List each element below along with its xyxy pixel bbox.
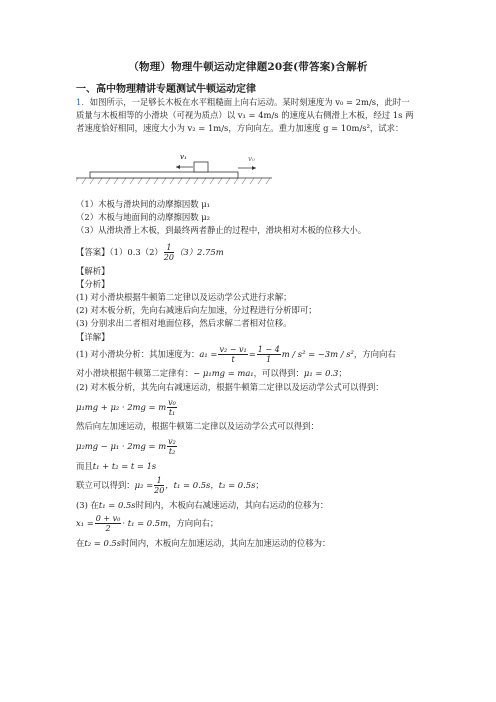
v0-label: v₀ [248,155,255,163]
wooden-board [90,172,238,178]
ground-hatching [76,178,270,184]
question-1: （1）木板与滑块间的动摩擦因数 μ₁ [76,199,211,209]
detail-step-1: (1) 对小滑块分析：其加速度为：a₁ = $\frac{\text{v₂ − v₁}}{t}$ = $\frac{1 - 4}{1}$ m / s² = −3m / s²，方向向右 [76,345,396,364]
detail-label: 【详解】 [76,332,110,342]
detail-step-4: 然后向左加速运动，根据牛顿第二定律以及运动学公式可以得到： [76,421,319,431]
fenxi-label: 【分析】 [76,279,110,289]
problem-number: 1． [76,97,90,107]
answer-line [76,241,224,263]
equation-3: x₁ = $\frac{\text{0 + v₀}}{2}$ · t₁ = 0.5m，方向向右； [76,514,219,533]
detail-step-5: 而且t₁ + t₂ = t = 1s [76,461,157,471]
answer-part-3: （3）2.75m [174,247,224,257]
detail-step-7: (3) 在t₁ = 0.5s时间内，木板向右减速运动，其向右运动的位移为： [76,500,329,510]
question-3: （3）从滑块滑上木板，到最终两者静止的过程中，滑块相对木板的位移大小。 [76,225,367,235]
detail-step-2: 对小滑块根据牛顿第二定律有：− μ₁mg = ma₁，可以得到：μ₁ = 0.3； [76,368,347,378]
question-2: （2）木板与地面间的动摩擦因数 μ₂ [76,212,211,222]
document-title: （物理）物理牛顿运动定律题20套(带答案)含解析 [128,61,368,73]
section-heading: 一、高中物理精讲专题测试牛顿运动定律 [76,84,256,95]
problem-text-1: 如图所示，一足够长木板在水平粗糙面上向右运动。某时刻速度为 v₀ = 2m/s，此时一 [89,97,410,107]
detail-step-3: (2) 对木板分析，其先向右减速运动，根据牛顿第二定律以及运动学公式可以得到： [76,382,384,392]
equation-2: μ₂mg − μ₁ · 2mg = m $\frac{\text{v₂}}{\text{t₂}}$ [76,437,176,456]
problem-line-3: 者速度恰好相同，速度大小为 v₂ = 1m/s，方向向左。重力加速度 g = 10m/s²，试求： [76,123,404,133]
v1-label: v₁ [180,153,187,161]
v1-arrow-head [176,165,180,169]
problem-line-1 [76,97,410,108]
answer-label: 【答案】 [76,247,110,257]
problem-line-2: 质量与木板相等的小滑块（可视为质点）以 v₁ = 4m/s 的速度从右侧滑上木板，经过 1s 两 [76,110,414,120]
slider-block [194,162,208,172]
answer-fraction: $\frac{1}{20}$ [163,243,174,262]
detail-step-8: 在t₂ = 0.5s时间内，木板向左加速运动，其向左加速运动的位移为： [76,538,331,548]
fenxi-point-3: (3) 分别求出二者相对地面位移，然后求解二者相对位移。 [76,318,292,328]
board-block-diagram [76,148,272,188]
v0-arrow-head [252,166,256,170]
fenxi-point-2: (2) 对木板分析，先向右减速后向左加速，分过程进行分析即可； [76,305,317,315]
answer-part-1: （1）0.3（2） [109,247,163,257]
detail-step-6: 联立可以得到：μ₂ = $\frac{1}{20}$ ，t₁ = 0.5s，t₂ = 0.5s； [76,476,264,495]
equation-1: μ₁mg + μ₂ · 2mg = m $\frac{\text{v₀}}{\text{t₁}}$ [76,398,176,417]
fenxi-point-1: (1) 对小滑块根据牛顿第二定律以及运动学公式进行求解； [76,292,292,302]
analysis-label: 【解析】 [76,266,110,276]
